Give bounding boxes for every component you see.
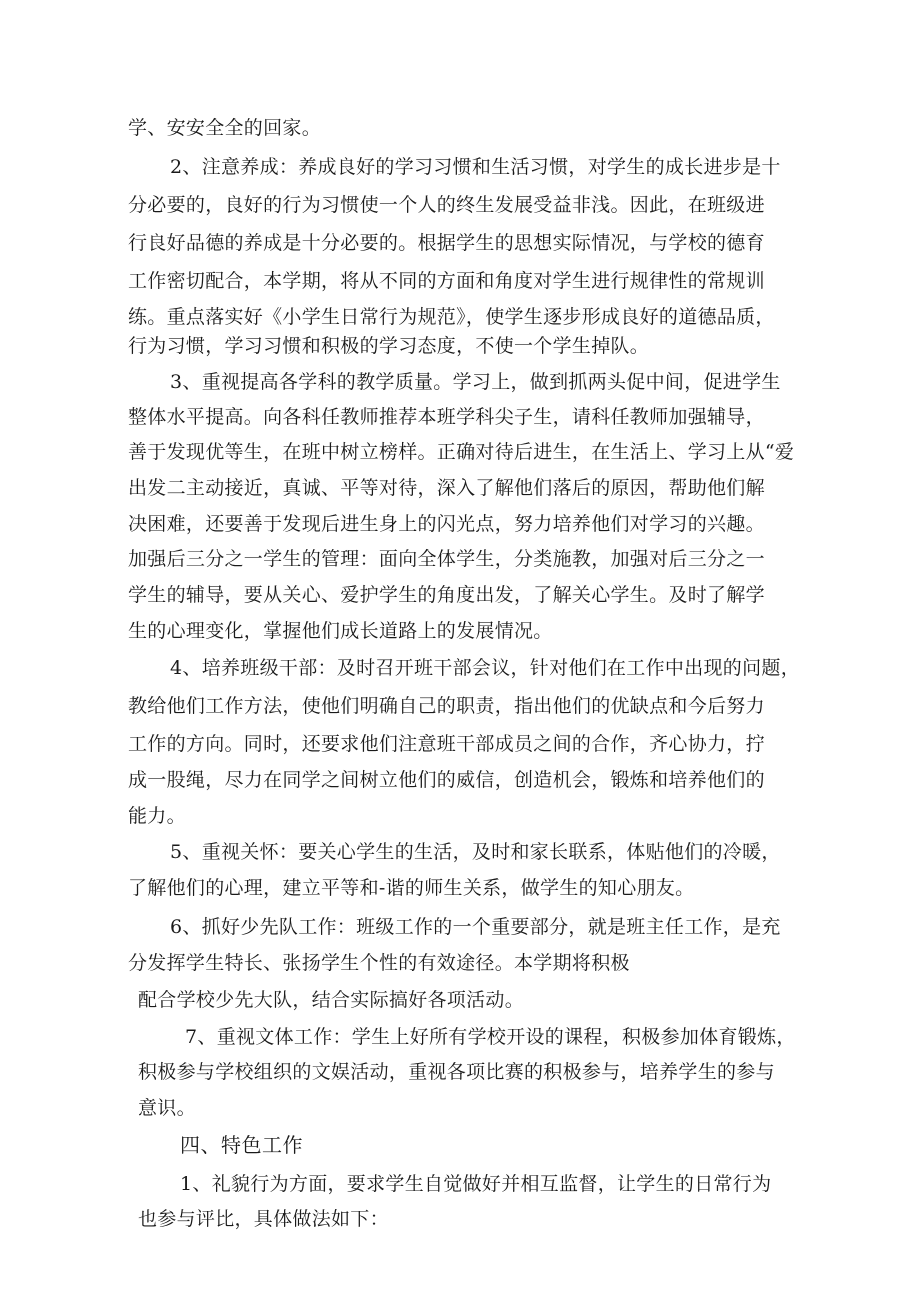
text-line: 6、抓好少先队工作：班级工作的一个重要部分，就是班主任工作，是充 xyxy=(170,916,781,938)
text-line: 1、礼貌行为方面，要求学生自觉做好并相互监督，让学生的日常行为 xyxy=(180,1173,772,1195)
text-line: 分必要的，良好的行为习惯使一个人的终生发展受益非浅。因此，在班级进 xyxy=(128,194,765,216)
text-line: 生的心理变化，掌握他们成长道路上的发展情况。 xyxy=(128,620,553,642)
text-line: 加强后三分之一学生的管理：面向全体学生，分类施教，加强对后三分之一 xyxy=(128,548,765,570)
text-line: 行良好品德的养成是十分必要的。根据学生的思想实际情况，与学校的德育 xyxy=(128,232,765,254)
text-line: 学生的辅导，要从关心、爱护学生的角度出发，了解关心学生。及时了解学 xyxy=(128,584,765,606)
text-line: 练。重点落实好《小学生日常行为规范》，使学生逐步形成良好的道德品质， xyxy=(128,306,775,328)
text-line: 3、重视提高各学科的教学质量。学习上，做到抓两头促中间，促进学生 xyxy=(170,371,781,393)
text-line: 5、重视关怀：要关心学生的生活，及时和家长联系，体贴他们的冷暖， xyxy=(170,841,781,863)
text-line: 4、培养班级干部：及时召开班干部会议，针对他们在工作中出现的问题， xyxy=(170,657,800,679)
text-line: 行为习惯，学习习惯和积极的学习态度，不使一个学生掉队。 xyxy=(128,335,650,357)
text-line: 也参与评比，具体做法如下： xyxy=(138,1208,389,1230)
text-line: 工作密切配合，本学期，将从不同的方面和角度对学生进行规律性的常规训 xyxy=(128,270,765,292)
text-line: 教给他们工作方法，使他们明确自己的职责，指出他们的优缺点和今后努力 xyxy=(128,695,765,717)
text-line: 分发挥学生特长、张扬学生个性的有效途径。本学期将积极 xyxy=(128,952,630,974)
text-line: 7、重视文体工作：学生上好所有学校开设的课程，积极参加体育锻炼， xyxy=(185,1026,796,1048)
text-line: 善于发现优等生，在班中树立榜样。正确对待后进生，在生活上、学习上从“爱 xyxy=(128,441,795,463)
text-line: 积极参与学校组织的文娱活动，重视各项比赛的积极参与，培养学生的参与 xyxy=(138,1061,775,1083)
text-line: 学、安安全全的回家。 xyxy=(128,117,322,139)
text-line: 了解他们的心理，建立平等和-谐的师生关系，做学生的知心朋友。 xyxy=(128,877,695,899)
text-line: 工作的方向。同时，还要求他们注意班干部成员之间的合作，齐心协力，拧 xyxy=(128,733,765,755)
text-line: 2、注意养成：养成良好的学习习惯和生活习惯，对学生的成长进步是十 xyxy=(170,156,781,178)
text-line: 出发二主动接近，真诚、平等对待，深入了解他们落后的原因，帮助他们解 xyxy=(128,477,765,499)
text-line: 配合学校少先大队，结合实际搞好各项活动。 xyxy=(138,989,525,1011)
text-line: 意识。 xyxy=(138,1097,196,1119)
text-line: 能力。 xyxy=(128,805,186,827)
text-line: 整体水平提高。向各科任教师推荐本班学科尖子生，请科任教师加强辅导， xyxy=(128,406,765,428)
text-line: 成一股绳，尽力在同学之间树立他们的威信，创造机会，锻炼和培养他们的 xyxy=(128,769,765,791)
section-heading: 四、特色工作 xyxy=(180,1133,303,1157)
text-line: 决困难，还要善于发现后进生身上的闪光点，努力培养他们对学习的兴趣。 xyxy=(128,513,765,535)
